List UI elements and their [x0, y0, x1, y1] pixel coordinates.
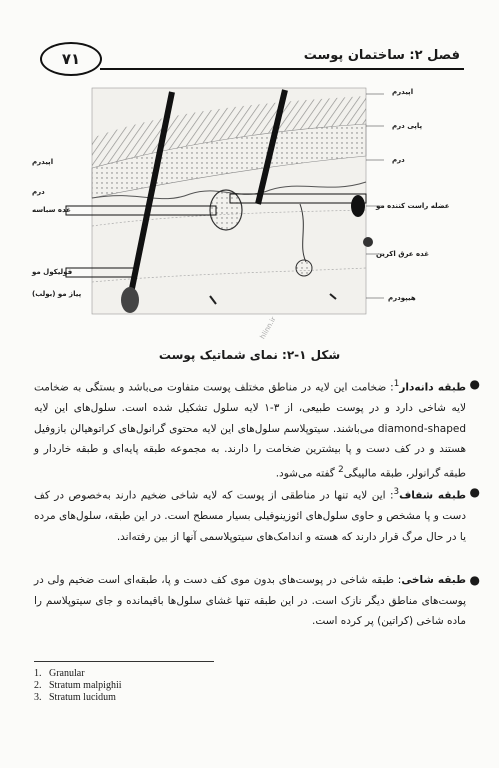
- figure-caption: شکل ۱-۲: نمای شماتیک پوست: [158, 348, 341, 362]
- footnotes: [34, 668, 122, 704]
- label-dermis: درم: [392, 156, 405, 164]
- footnote-2: 2. Stratum malpighii: [34, 680, 122, 691]
- footnote-marker: 3: [393, 487, 400, 497]
- paragraph-lucidum: [34, 482, 480, 547]
- paragraph-text: : طبقه شاخی در پوست‌های بدون موی کف دست و پا، طبقه‌ای است ضخیم ولی در پوست‌های مناطق دیگر نازک است. در این طبقه تنها غشای سلول‌ها باقیمانده و جای سیتوپلاسم را ماده شاخی (کراتین) پر کرده است.: [34, 574, 466, 627]
- header-rule: [100, 68, 464, 70]
- eccrine-coil: [296, 260, 312, 276]
- page-number: ٧١: [40, 42, 102, 76]
- label-hair-bulb: پیاز مو (بولب): [32, 290, 82, 298]
- sebaceous-gland-shape: [210, 190, 242, 230]
- footnote-rule: [34, 661, 214, 662]
- term-lucidum: طبقه شفاف: [399, 489, 466, 502]
- bullet-icon: ●: [469, 377, 480, 391]
- bullet-icon: ●: [469, 573, 480, 587]
- arrector-pili-shape: [351, 195, 365, 217]
- paragraph-text: گفته می‌شود.: [275, 467, 339, 479]
- skin-diagram: [30, 86, 470, 341]
- paragraph-corneum: [34, 570, 480, 632]
- term-granular: طبقه دانه‌دار: [399, 381, 467, 394]
- paragraph-text: : ضخامت این لایه در مناطق مختلف پوست متفاوت می‌باشد و بستگی به ضخامت لایه شاخی دارد و در پوست طبیعی، از ۳-۱ لایه سلول تشکیل شده است. سلول‌های این لایه diamond-shaped می‌باشند. سیتوپلاسم سلول‌های این لایه محتوی گرانول‌های کراتوهیالن بازوفیل هستند و در کف دست و پا بیشترین ضخامت را دارند. به مجموعه طبقه پایه‌ای و طبقه خاردار و طبقه گرانولر، طبقه مالپیگی: [34, 381, 467, 479]
- label-hypodermis: هیپودرم: [388, 294, 416, 302]
- footnote-marker: 2: [338, 464, 344, 475]
- label-arrector-pili: عضله راست کننده مو: [376, 202, 450, 210]
- term-corneum: طبقه شاخی: [401, 574, 466, 586]
- hair-bulb-left: [121, 287, 139, 313]
- footnote-marker: 1: [393, 379, 400, 389]
- eccrine-gland-shape: [363, 237, 373, 247]
- label-sebaceous-gland: غده سباسه: [32, 206, 71, 214]
- label-eccrine-gland: غده عرق اکرین: [376, 250, 429, 258]
- chapter-title: فصل ۲: ساختمان پوست: [303, 48, 460, 63]
- label-hair-follicle: فولیکول مو: [32, 268, 73, 276]
- page-header: [36, 42, 464, 82]
- paragraph-text: : این لایه تنها در مناطقی از پوست که لایه شاخی ضخیم دارند به‌خصوص در کف دست و پا مشخص و حاوی سلول‌های ائوزینوفیلی بسیار مسطح است. در این طبقه، سلول‌های مرده یا در حال مرگ قرار دارند که هسته و اندامک‌های سیتوپلاسمی آنها از بین رفته‌اند.: [34, 489, 466, 543]
- footnote-1: 1. Granular: [34, 668, 85, 679]
- label-epidermis-left: اپیدرم: [32, 158, 54, 166]
- bullet-icon: ●: [469, 485, 480, 499]
- label-epidermis: اپیدرم: [392, 88, 414, 96]
- paragraph-granular: [34, 374, 480, 484]
- footnote-3: 3. Stratum lucidum: [34, 692, 116, 703]
- watermark: hlinn.ir: [258, 315, 278, 341]
- label-papillary-dermis: پاپی درم: [392, 122, 423, 130]
- label-dermis-left: درم: [32, 188, 45, 196]
